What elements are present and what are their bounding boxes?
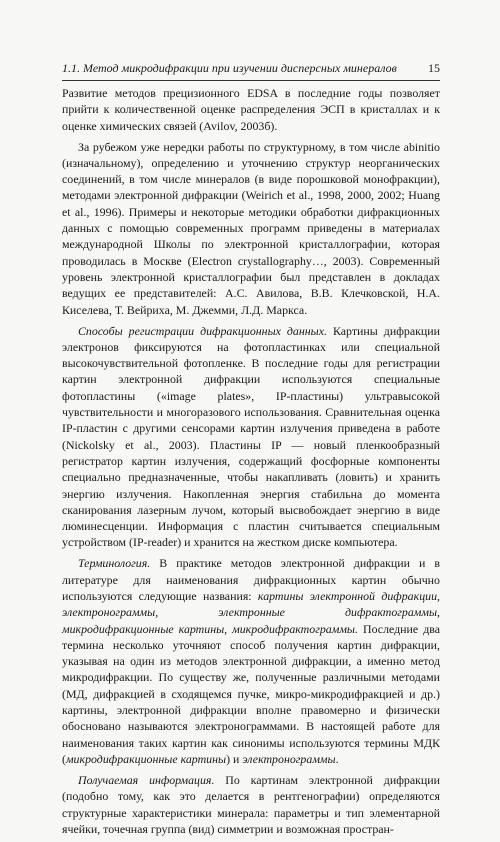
paragraph-terminology	[62, 555, 440, 767]
terminology-text-d: .	[335, 751, 339, 766]
term-electronograms: электронограммы	[242, 751, 336, 766]
terminology-text-a: В практике методов электронной дифракции и в литературе для наименования дифракционных картин обычно используются следующие названия:	[62, 556, 440, 603]
running-header	[62, 61, 440, 81]
page-number: 15	[428, 61, 440, 75]
paragraph-registration	[62, 323, 440, 551]
paragraph-edsa: Развитие методов прецизионного EDSA в последние годы позволяет прийти к количественной оценке распределения ЭСП в кристаллах и к оценке химических связей (Avilov, 2003б).	[62, 86, 440, 133]
paragraph-abinitio: За рубежом уже нередки работы по структурному, в том числе abinitio (изначальному), определению и уточнению структур неорганических соединений, в том числе минералов (в виде порошковой монофракции), методами электронной дифракции (Weirich et al., 1998, 2000, 2002; Huang et al., 1996). Примеры и некоторые методики обработки дифракционных данных с помощью современных программ приведены в материалах международной Школы по электронной кристаллографии, которая проводилась в Москве (Electron crystallography…, 2003). Современный уровень электронной кристаллографии был представлен в докладах ведущих ее представителей: А.С. Авилова, В.В. Клечковской, Н.А. Киселева, Т. Вейриха, М. Джемми, Л.Д. Маркса.	[62, 139, 440, 317]
terminology-text-c: ) и	[226, 751, 243, 766]
section-heading-terminology: Терминология.	[78, 556, 151, 571]
registration-text: Картины дифракции электронов фиксируются на фотопластинках или специальной высокочувствительной фотопленке. В последние годы для регистрации картин электронной дифракции используются специальные фотопластины («image plates», IP-пластины) ультравысокой чувствительности и многоразового использования. Сравнительная оценка IP-пластин с другими сенсорами картин излучения приведена в работе (Nickolsky et al., 2003). Пластины IP — новый пленкообразный регистратор картин излучения, содержащий фосфорные компоненты специально предназначенные, чтобы накапливать (ловить) и хранить энергию излучения. Накопленная энергия стабильна до момента сканирования лазерным лучом, который высвобождает энергию в виде люминесценции. Информация с пластин считывается специальным устройством (IP-reader) и хранится на жестком диске компьютера.	[62, 323, 440, 550]
section-heading-information: Получаемая информация.	[78, 772, 215, 787]
terminology-text-b: Последние два термина несколько уточняют способ получения картин дифракции, указывая на один из методов электронной дифракции, а именно метод микродифракции. По существу же, полученные различными методами (МД, дифракцией в сходящемся пучке, микро-микродифракцией и др.) картины, электронной дифракции вполне правомерно и физически обосновано называются электронограммами. В настоящей работе для наименования таких картин как синонимы используются термины МДК (	[62, 621, 440, 766]
terminology-terms: картины электронной дифракции, электронограммы, электронные дифрактограммы, микродифракционные картины, микродифрактограммы.	[62, 588, 440, 636]
paragraph-information	[62, 772, 440, 837]
page-body	[62, 85, 440, 842]
term-mdk: микродифракционные картины	[65, 751, 227, 766]
information-text: По картинам электронной дифракции (подобно тому, как это делается в рентгенографии) определяются структурные характеристики минерала: параметры и тип элементарной ячейки, точечная группа (вид) симметрии и возможная простран-	[62, 772, 440, 836]
section-heading-registration: Способы регистрации дифракционных данных.	[78, 323, 327, 338]
running-title: 1.1. Метод микродифракции при изучении дисперсных минералов	[62, 61, 397, 75]
